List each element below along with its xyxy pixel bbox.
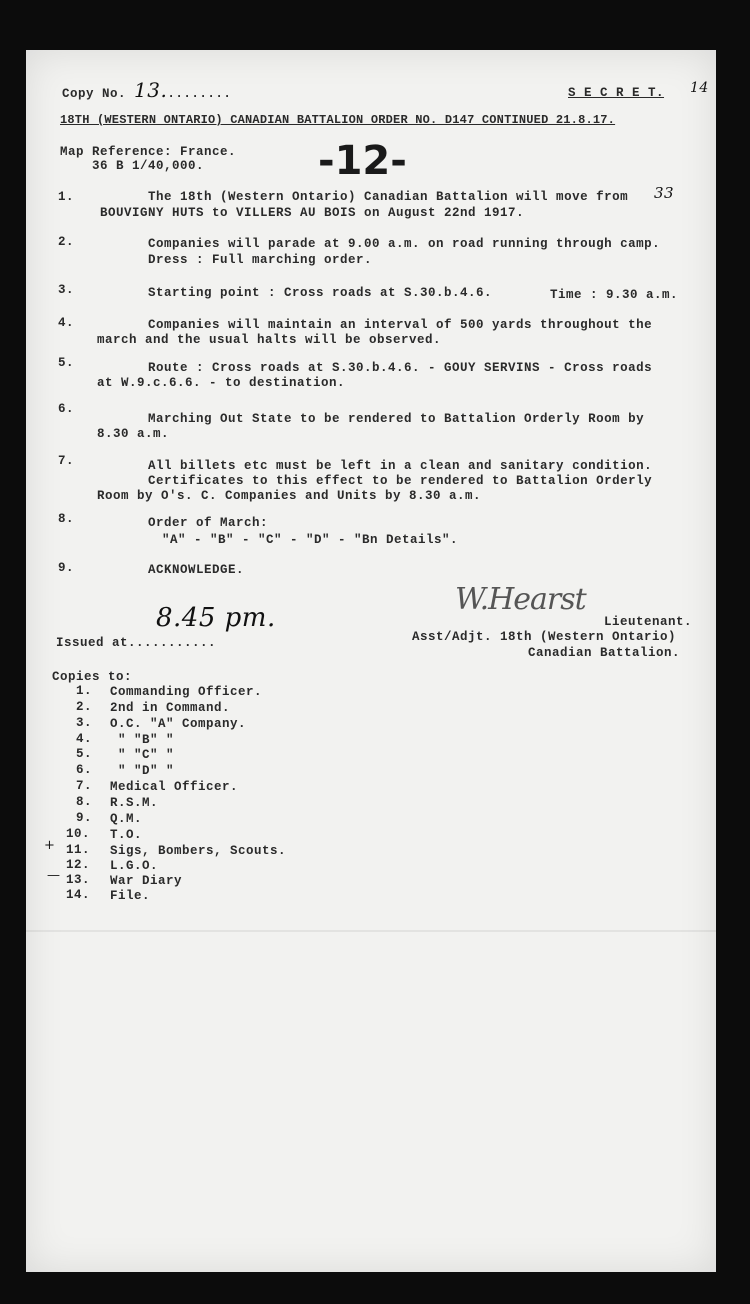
copy-item-text: War Diary: [110, 874, 183, 888]
para-1-line-2: BOUVIGNY HUTS to VILLERS AU BOIS on August 22nd 1917.: [100, 206, 525, 220]
copy-item-num: 8.: [76, 795, 93, 809]
copy-mark-11: +: [44, 838, 56, 853]
copy-item-num: 3.: [76, 716, 93, 730]
copy-item-num: 2.: [76, 700, 93, 714]
para-3-num: 3.: [58, 283, 75, 297]
copy-item-num: 4.: [76, 732, 93, 746]
copy-item-text: O.C. "A" Company.: [110, 717, 247, 731]
copy-item-text: File.: [110, 889, 151, 903]
para-1-line-1: The 18th (Western Ontario) Canadian Battalion will move from: [148, 190, 629, 204]
copy-item-text: Q.M.: [110, 812, 143, 826]
para-8-line-2: "A" - "B" - "C" - "D" - "Bn Details".: [162, 533, 459, 547]
para-7-line-1: All billets etc must be left in a clean and sanitary condition.: [148, 459, 653, 473]
copy-item-num: 12.: [66, 858, 91, 872]
page-marker: -12-: [318, 138, 407, 184]
copy-item-num: 6.: [76, 763, 93, 777]
para-7-line-3: Room by O's. C. Companies and Units by 8.30 a.m.: [97, 489, 482, 503]
copy-number-handwritten: 13.: [134, 78, 168, 102]
secret-label: S E C R E T.: [568, 86, 665, 100]
para-2-num: 2.: [58, 235, 75, 249]
para-9-line-1: ACKNOWLEDGE.: [148, 563, 245, 577]
copy-item-num: 1.: [76, 684, 93, 698]
side-number: 33: [654, 184, 675, 202]
copy-item-text: " "D" ": [118, 764, 175, 778]
para-5-num: 5.: [58, 356, 75, 370]
page-fold: [26, 930, 716, 932]
copy-item-num: 14.: [66, 888, 91, 902]
para-5-line-2: at W.9.c.6.6. - to destination.: [97, 376, 346, 390]
para-8-line-1: Order of March:: [148, 516, 269, 530]
copies-label: Copies to:: [52, 670, 133, 684]
copy-item-text: R.S.M.: [110, 796, 159, 810]
copy-item-num: 5.: [76, 747, 93, 761]
corner-number: 14: [690, 80, 709, 96]
copy-item-num: 9.: [76, 811, 93, 825]
copy-item-num: 7.: [76, 779, 93, 793]
para-3-line-1: Starting point : Cross roads at S.30.b.4.6.: [148, 286, 493, 300]
map-reference-label: Map Reference: France.: [60, 145, 237, 159]
order-title: 18TH (WESTERN ONTARIO) CANADIAN BATTALION ORDER NO. D147 CONTINUED 21.8.17.: [60, 113, 616, 127]
para-5-line-1: Route : Cross roads at S.30.b.4.6. - GOUY SERVINS - Cross roads: [148, 361, 653, 375]
para-3-time: Time : 9.30 a.m.: [550, 288, 679, 302]
signature-rank: Lieutenant.: [604, 615, 693, 629]
copy-item-text: Commanding Officer.: [110, 685, 263, 699]
para-9-num: 9.: [58, 561, 75, 575]
map-reference-value: 36 B 1/40,000.: [92, 159, 205, 173]
para-7-line-2: Certificates to this effect to be rendered to Battalion Orderly: [148, 474, 653, 488]
copy-number-line: Copy No. 13.........: [62, 78, 232, 102]
para-2-line-2: Dress : Full marching order.: [148, 253, 373, 267]
para-7-num: 7.: [58, 454, 75, 468]
copy-item-text: T.O.: [110, 828, 143, 842]
copy-item-num: 11.: [66, 843, 91, 857]
signature-handwritten: W.Hearst: [455, 582, 586, 617]
copy-item-text: 2nd in Command.: [110, 701, 231, 715]
copy-item-text: L.G.O.: [110, 859, 159, 873]
para-4-line-1: Companies will maintain an interval of 500 yards throughout the: [148, 318, 653, 332]
copy-item-text: Sigs, Bombers, Scouts.: [110, 844, 287, 858]
copy-item-text: " "C" ": [118, 748, 175, 762]
para-8-num: 8.: [58, 512, 75, 526]
copy-item-text: " "B" ": [118, 733, 175, 747]
copy-item-text: Medical Officer.: [110, 780, 239, 794]
document-page: [26, 50, 716, 1272]
para-6-num: 6.: [58, 402, 75, 416]
para-6-line-2: 8.30 a.m.: [97, 427, 170, 441]
copy-item-num: 10.: [66, 827, 91, 841]
issued-line: Issued at...........: [56, 636, 217, 650]
para-2-line-1: Companies will parade at 9.00 a.m. on road running through camp.: [148, 237, 661, 251]
para-4-line-2: march and the usual halts will be observed.: [97, 333, 442, 347]
copy-item-num: 13.: [66, 873, 91, 887]
para-1-num: 1.: [58, 190, 75, 204]
issued-time-handwritten: 8.45 pm.: [156, 603, 276, 633]
para-6-line-1: Marching Out State to be rendered to Battalion Orderly Room by: [148, 412, 645, 426]
signature-unit: Canadian Battalion.: [528, 646, 681, 660]
signature-appointment: Asst/Adjt. 18th (Western Ontario): [412, 630, 677, 644]
para-4-num: 4.: [58, 316, 75, 330]
copy-mark-13: —: [47, 868, 61, 883]
